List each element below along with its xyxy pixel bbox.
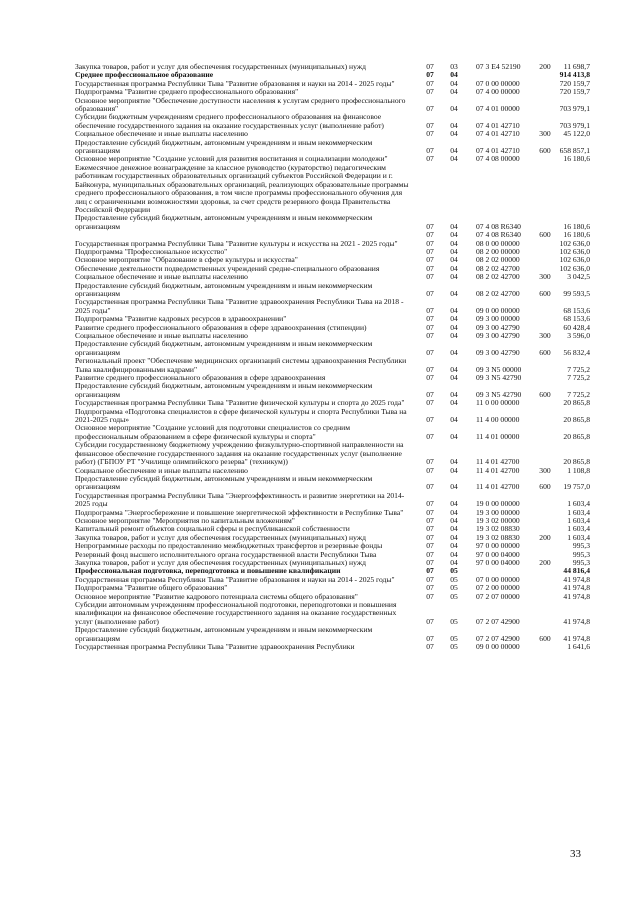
table-row: [75, 424, 590, 441]
row-amount: 1 603,4: [567, 515, 590, 525]
table-row: [75, 97, 590, 114]
row-target-code: 09 3 N5 00000: [476, 364, 522, 374]
row-subsection: 04: [450, 129, 458, 139]
row-name: Основное мероприятие "Образование в сфере культуры и искусства": [75, 255, 298, 265]
row-amount: 20 865,8: [563, 398, 590, 408]
row-section: 07: [426, 238, 434, 248]
row-name: Подпрограмма "Профессиональное искусство": [75, 246, 228, 256]
row-subsection: 04: [450, 154, 458, 164]
row-expense-type: 600: [539, 230, 551, 240]
row-target-code: 08 0 00 00000: [476, 238, 520, 248]
row-section: 07: [426, 389, 434, 399]
row-amount: 1 603,4: [567, 507, 590, 517]
row-expense-type: 600: [539, 482, 551, 492]
row-expense-type: 300: [539, 331, 551, 340]
row-name: Социальное обеспечение и иные выплаты населению: [75, 272, 248, 282]
row-name: Ежемесячное денежное вознаграждение за классное руководство (кураторство) педагогическим работникам государственных образовательных организаций субъектов Российской Федерации и г. Байконура, муниципальных образовательных организаций, реализующих образовательные программы среднего профессионального образования, в том числе программы профессионального обучения для лиц с ограниченными возможностями здоровья, за счет средств резервного фонда Правительства Российской Федерации: [75, 162, 409, 214]
row-amount: 3 042,5: [567, 272, 590, 282]
row-target-code: 07 2 07 42900: [476, 616, 520, 626]
row-section: 07: [426, 482, 434, 492]
row-section: 07: [426, 465, 434, 475]
row-amount: 16 180,6: [563, 221, 590, 231]
row-target-code: 11 4 01 42700: [476, 482, 520, 492]
row-subsection: 04: [450, 515, 458, 525]
row-section: 07: [426, 154, 434, 164]
row-section: 07: [426, 263, 434, 273]
row-subsection: 04: [450, 364, 458, 374]
row-subsection: 04: [450, 532, 458, 542]
table-row: [75, 139, 590, 156]
row-section: 07: [426, 230, 434, 240]
row-subsection: 04: [450, 146, 458, 156]
row-name: Предоставление субсидий бюджетным, автономным учреждениям и иным некоммерческим организациям: [75, 213, 373, 231]
row-amount: 41 974,8: [563, 583, 590, 593]
row-name: Непрограммные расходы по предоставлению межбюджетных трансфертов и резервные фонды: [75, 541, 383, 551]
row-target-code: 09 3 N5 42790: [476, 389, 522, 399]
row-name: Государственная программа Республики Тыва "Развитие образования и науки на 2014 - 2025 годы": [75, 574, 395, 584]
row-name: Профессиональная подготовка, переподготовка и повышение квалификации: [75, 566, 341, 576]
row-expense-type: 200: [539, 62, 551, 71]
row-target-code: 97 0 00 04000: [476, 557, 520, 567]
row-target-code: 07 4 01 00000: [476, 104, 520, 114]
row-section: 07: [426, 515, 434, 525]
row-section: 07: [426, 120, 434, 130]
row-name: Подпрограмма "Развитие кадровых ресурсов в здравоохранении": [75, 314, 287, 324]
row-section: 07: [426, 524, 434, 534]
row-amount: 41 974,8: [563, 591, 590, 601]
row-subsection: 04: [450, 389, 458, 399]
row-amount: 41 974,8: [563, 574, 590, 584]
row-expense-type: 600: [539, 347, 551, 357]
row-amount: 995,3: [572, 557, 590, 567]
row-target-code: 09 3 00 00000: [476, 314, 520, 324]
row-target-code: 07 0 00 00000: [476, 78, 520, 88]
row-amount: 20 865,8: [563, 457, 590, 467]
row-name: Закупка товаров, работ и услуг для обеспечения государственных (муниципальных) нужд: [75, 557, 366, 567]
row-name: Государственная программа Республики Тыва "Развитие физической культуры и спорта до 2025 года": [75, 398, 405, 408]
row-amount: 11 698,7: [563, 62, 590, 71]
row-expense-type: 600: [539, 146, 551, 156]
row-section: 07: [426, 347, 434, 357]
row-amount: 102 636,0: [559, 255, 590, 265]
row-section: 07: [426, 566, 434, 576]
row-target-code: 09 3 00 42790: [476, 322, 520, 332]
row-target-code: 08 2 02 00000: [476, 255, 520, 265]
row-subsection: 04: [450, 499, 458, 509]
row-expense-type: 200: [539, 532, 551, 542]
row-target-code: 09 3 00 42790: [476, 331, 520, 340]
row-amount: 41 974,8: [563, 633, 590, 643]
row-subsection: 05: [450, 616, 458, 626]
row-subsection: 04: [450, 263, 458, 273]
row-section: 07: [426, 70, 434, 80]
row-target-code: 07 2 07 00000: [476, 591, 520, 601]
row-amount: 1 108,8: [567, 465, 590, 475]
row-name: Предоставление субсидий бюджетным, автономным учреждениям и иным некоммерческим организациям: [75, 625, 373, 643]
row-name: Основное мероприятие "Создание условий для развития воспитания и социализации молодежи": [75, 154, 388, 164]
row-subsection: 05: [450, 583, 458, 593]
row-target-code: 07 2 07 42900: [476, 633, 520, 643]
table-row: [75, 214, 590, 231]
row-amount: 102 636,0: [559, 246, 590, 256]
row-amount: 20 865,8: [563, 431, 590, 441]
row-expense-type: 600: [539, 288, 551, 298]
row-amount: 703 979,1: [559, 104, 590, 114]
row-subsection: 05: [450, 591, 458, 601]
row-subsection: 04: [450, 221, 458, 231]
row-target-code: 09 0 00 00000: [476, 642, 520, 652]
row-name: Обеспечение деятельности подведомственных учреждений средне-специального образования: [75, 263, 380, 273]
row-section: 07: [426, 574, 434, 584]
row-amount: 1 641,6: [567, 642, 590, 652]
row-target-code: 19 3 02 00000: [476, 515, 520, 525]
row-target-code: 97 0 00 04000: [476, 549, 520, 559]
row-name: Основное мероприятие "Обеспечение доступности населения к услугам среднего профессионального образования": [75, 95, 406, 114]
row-name: Предоставление субсидий бюджетным, автономным учреждениям и иным некоммерческим организациям: [75, 473, 373, 492]
row-section: 07: [426, 398, 434, 408]
row-subsection: 04: [450, 482, 458, 492]
row-section: 07: [426, 322, 434, 332]
row-section: 07: [426, 87, 434, 97]
row-target-code: 09 0 00 00000: [476, 305, 520, 315]
row-section: 07: [426, 616, 434, 626]
row-subsection: 04: [450, 314, 458, 324]
row-amount: 1 603,4: [567, 532, 590, 542]
row-subsection: 04: [450, 457, 458, 467]
table-row: [75, 340, 590, 357]
row-amount: 720 159,7: [559, 78, 590, 88]
row-subsection: 04: [450, 78, 458, 88]
table-row: [75, 382, 590, 399]
row-section: 07: [426, 557, 434, 567]
row-name: Субсидии государственному бюджетному учреждению физкультурно-спортивной направленности на финансовое обеспечение государственного задания на оказание государственных услуг (выполнение работ) (ГБПОУ РТ "Училище олимпийского резерва" (техникум)): [75, 440, 404, 467]
row-subsection: 04: [450, 246, 458, 256]
row-name: Предоставление субсидий бюджетным, автономным учреждениям и иным некоммерческим организациям: [75, 339, 373, 357]
row-target-code: 07 4 08 R6340: [476, 221, 521, 231]
row-section: 07: [426, 541, 434, 551]
row-target-code: 19 3 02 08830: [476, 524, 520, 534]
row-amount: 16 180,6: [563, 230, 590, 240]
row-name: Развитие среднего профессионального образования в сфере здравоохранения (стипендии): [75, 322, 367, 332]
row-target-code: 07 4 00 00000: [476, 87, 520, 97]
row-name: Среднее профессиональное образование: [75, 70, 214, 80]
table-row: [75, 282, 590, 299]
table-row: [75, 113, 590, 130]
row-subsection: 04: [450, 322, 458, 332]
row-target-code: 11 4 01 42700: [476, 465, 520, 475]
row-subsection: 04: [450, 305, 458, 315]
row-name: Предоставление субсидий бюджетным, автономным учреждениям и иным некоммерческим организациям: [75, 137, 373, 156]
row-subsection: 04: [450, 541, 458, 551]
row-target-code: 07 2 00 00000: [476, 583, 520, 593]
row-subsection: 04: [450, 347, 458, 357]
row-expense-type: 300: [539, 272, 551, 282]
row-subsection: 04: [450, 415, 458, 425]
row-section: 07: [426, 104, 434, 114]
row-section: 07: [426, 146, 434, 156]
row-subsection: 04: [450, 398, 458, 408]
row-name: Социальное обеспечение и иные выплаты населению: [75, 129, 248, 139]
table-row: [75, 601, 590, 626]
row-section: 07: [426, 288, 434, 298]
row-section: 07: [426, 62, 434, 71]
row-section: 07: [426, 642, 434, 652]
row-subsection: 04: [450, 431, 458, 441]
row-target-code: 07 4 01 42710: [476, 129, 520, 139]
row-section: 07: [426, 272, 434, 282]
row-target-code: 08 2 02 42700: [476, 272, 520, 282]
table-row: [75, 643, 590, 651]
row-section: 07: [426, 305, 434, 315]
row-target-code: 97 0 00 00000: [476, 541, 520, 551]
row-subsection: 04: [450, 465, 458, 475]
row-name: Субсидии бюджетным учреждениям среднего профессионального образования на финансовое обеспечение государственного задания на оказание государственных услуг (выполнение работ): [75, 112, 384, 130]
row-section: 07: [426, 583, 434, 593]
row-target-code: 11 4 01 00000: [476, 431, 520, 441]
row-subsection: 04: [450, 288, 458, 298]
row-subsection: 04: [450, 549, 458, 559]
row-amount: 60 428,4: [563, 322, 590, 332]
row-section: 07: [426, 549, 434, 559]
row-section: 07: [426, 499, 434, 509]
row-section: 07: [426, 221, 434, 231]
row-target-code: 07 0 00 00000: [476, 574, 520, 584]
row-amount: 68 153,6: [563, 314, 590, 324]
row-amount: 995,3: [572, 541, 590, 551]
row-amount: 1 603,4: [567, 499, 590, 509]
row-section: 07: [426, 415, 434, 425]
row-section: 07: [426, 457, 434, 467]
row-target-code: 09 3 00 42790: [476, 347, 520, 357]
row-target-code: 11 0 00 00000: [476, 398, 520, 408]
row-section: 07: [426, 364, 434, 374]
row-target-code: 08 2 02 42700: [476, 288, 520, 298]
row-name: Подпрограмма "Энергосбережение и повышение энергетической эффективности в Республике Тыва": [75, 507, 404, 517]
row-section: 07: [426, 246, 434, 256]
row-section: 07: [426, 78, 434, 88]
row-amount: 3 596,0: [567, 331, 590, 340]
row-amount: 658 857,1: [559, 146, 590, 156]
row-subsection: 04: [450, 104, 458, 114]
row-amount: 102 636,0: [559, 238, 590, 248]
row-subsection: 04: [450, 120, 458, 130]
row-section: 07: [426, 591, 434, 601]
row-amount: 914 413,8: [559, 70, 590, 80]
row-subsection: 05: [450, 642, 458, 652]
row-expense-type: 300: [539, 465, 551, 475]
row-name: Предоставление субсидий бюджетным, автономным учреждениям и иным некоммерческим организациям: [75, 381, 373, 399]
row-subsection: 04: [450, 238, 458, 248]
row-subsection: 04: [450, 507, 458, 517]
row-expense-type: 200: [539, 557, 551, 567]
row-amount: 20 865,8: [563, 415, 590, 425]
row-name: Капитальный ремонт объектов социальной сферы и республиканской собственности: [75, 524, 350, 534]
row-subsection: 04: [450, 331, 458, 340]
row-name: Основное мероприятие "Развитие кадрового потенциала системы общего образования": [75, 591, 358, 601]
row-target-code: 19 3 00 00000: [476, 507, 520, 517]
budget-table: [75, 63, 590, 651]
row-subsection: 05: [450, 566, 458, 576]
row-target-code: 19 3 02 08830: [476, 532, 520, 542]
row-subsection: 04: [450, 272, 458, 282]
row-name: Подпрограмма «Подготовка специалистов в сфере физической культуры и спорта Республики Тыва на 2021-2025 годы»: [75, 406, 407, 425]
table-row: [75, 626, 590, 643]
row-name: Закупка товаров, работ и услуг для обеспечения государственных (муниципальных) нужд: [75, 532, 366, 542]
row-target-code: 07 4 08 R6340: [476, 230, 521, 240]
row-amount: 7 725,2: [567, 373, 590, 383]
row-section: 07: [426, 373, 434, 383]
row-name: Закупка товаров, работ и услуг для обеспечения государственных (муниципальных) нужд: [75, 62, 366, 71]
row-subsection: 04: [450, 230, 458, 240]
row-subsection: 03: [450, 62, 458, 71]
row-expense-type: 600: [539, 633, 551, 643]
table-row: [75, 492, 590, 509]
row-name: Социальное обеспечение и иные выплаты населению: [75, 465, 248, 475]
row-section: 07: [426, 129, 434, 139]
row-amount: 45 122,0: [563, 129, 590, 139]
row-name: Основное мероприятие "Мероприятия по капитальным вложениям": [75, 515, 295, 525]
table-row: [75, 298, 590, 315]
row-name: Подпрограмма "Развитие среднего профессионального образования": [75, 87, 299, 97]
row-expense-type: 300: [539, 129, 551, 139]
table-row: [75, 441, 590, 466]
table-row: [75, 475, 590, 492]
row-amount: 19 757,0: [563, 482, 590, 492]
row-amount: 102 636,0: [559, 263, 590, 273]
row-target-code: 07 4 01 42710: [476, 120, 520, 130]
table-row: [75, 357, 590, 374]
row-name: Социальное обеспечение и иные выплаты населению: [75, 331, 248, 340]
row-section: 07: [426, 633, 434, 643]
row-amount: 41 974,8: [563, 616, 590, 626]
row-name: Государственная программа Республики Тыва "Развитие здравоохранения Республики: [75, 642, 355, 652]
row-subsection: 04: [450, 373, 458, 383]
row-subsection: 05: [450, 574, 458, 584]
row-target-code: 07 4 01 42710: [476, 146, 520, 156]
row-name: Предоставление субсидий бюджетным, автономным учреждениям и иным некоммерческим организациям: [75, 280, 373, 298]
row-amount: 7 725,2: [567, 364, 590, 374]
row-subsection: 04: [450, 557, 458, 567]
row-name: Подпрограмма "Развитие общего образования": [75, 583, 228, 593]
row-target-code: 08 2 02 42700: [476, 263, 520, 273]
row-amount: 703 979,1: [559, 120, 590, 130]
row-amount: 44 816,4: [563, 566, 590, 576]
row-section: 07: [426, 431, 434, 441]
row-amount: 99 593,5: [563, 288, 590, 298]
row-amount: 1 603,4: [567, 524, 590, 534]
row-amount: 56 832,4: [563, 347, 590, 357]
page-number: 33: [570, 848, 581, 860]
row-name: Региональный проект "Обеспечение медицинских организаций системы здравоохранения Республики Тыва квалифицированными кадрами": [75, 356, 407, 374]
row-name: Субсидии автономным учреждениям профессиональной подготовки, переподготовки и повышения квалификации на финансовое обеспечение государственного задания на оказание государственных услуг (выполнение работ): [75, 600, 397, 626]
row-section: 07: [426, 314, 434, 324]
row-subsection: 05: [450, 633, 458, 643]
row-amount: 16 180,6: [563, 154, 590, 164]
row-name: Государственная программа Республики Тыва "Энергоэффективность и развитие энергетики на 2014-2025 годы: [75, 490, 405, 509]
table-row: [75, 164, 590, 214]
table-row: [75, 408, 590, 425]
row-subsection: 04: [450, 70, 458, 80]
row-name: Основное мероприятие "Создание условий для подготовки специалистов со средним профессиональным образованием в сфере физической культуры и спорта": [75, 423, 350, 441]
row-target-code: 11 4 00 00000: [476, 415, 520, 425]
row-amount: 995,3: [572, 549, 590, 559]
row-section: 07: [426, 331, 434, 340]
row-section: 07: [426, 532, 434, 542]
row-amount: 68 153,6: [563, 305, 590, 315]
row-target-code: 07 3 Е4 52190: [476, 62, 521, 71]
row-name: Государственная программа Республики Тыва "Развитие образования и науки на 2014 - 2025 годы": [75, 78, 395, 88]
row-section: 07: [426, 507, 434, 517]
row-subsection: 04: [450, 524, 458, 534]
row-name: Государственная программа Республики Тыва "Развитие здравоохранения Республики Тыва на 2018 - 2025 годы": [75, 297, 404, 315]
row-amount: 7 725,2: [567, 389, 590, 399]
row-target-code: 11 4 01 42700: [476, 457, 520, 467]
row-subsection: 04: [450, 87, 458, 97]
row-subsection: 04: [450, 255, 458, 265]
row-target-code: 19 0 00 00000: [476, 499, 520, 509]
row-expense-type: 600: [539, 389, 551, 399]
row-name: Резервный фонд высшего исполнительного органа государственной власти Республики Тыва: [75, 549, 377, 559]
row-amount: 720 159,7: [559, 87, 590, 97]
row-target-code: 09 3 N5 42790: [476, 373, 522, 383]
row-name: Развитие среднего профессионального образования в сфере здравоохранения: [75, 373, 326, 383]
row-target-code: 08 2 00 00000: [476, 246, 520, 256]
row-section: 07: [426, 255, 434, 265]
row-name: Государственная программа Республики Тыва "Развитие культуры и искусства на 2021 - 2025 годы": [75, 238, 398, 248]
row-target-code: 07 4 08 00000: [476, 154, 520, 164]
